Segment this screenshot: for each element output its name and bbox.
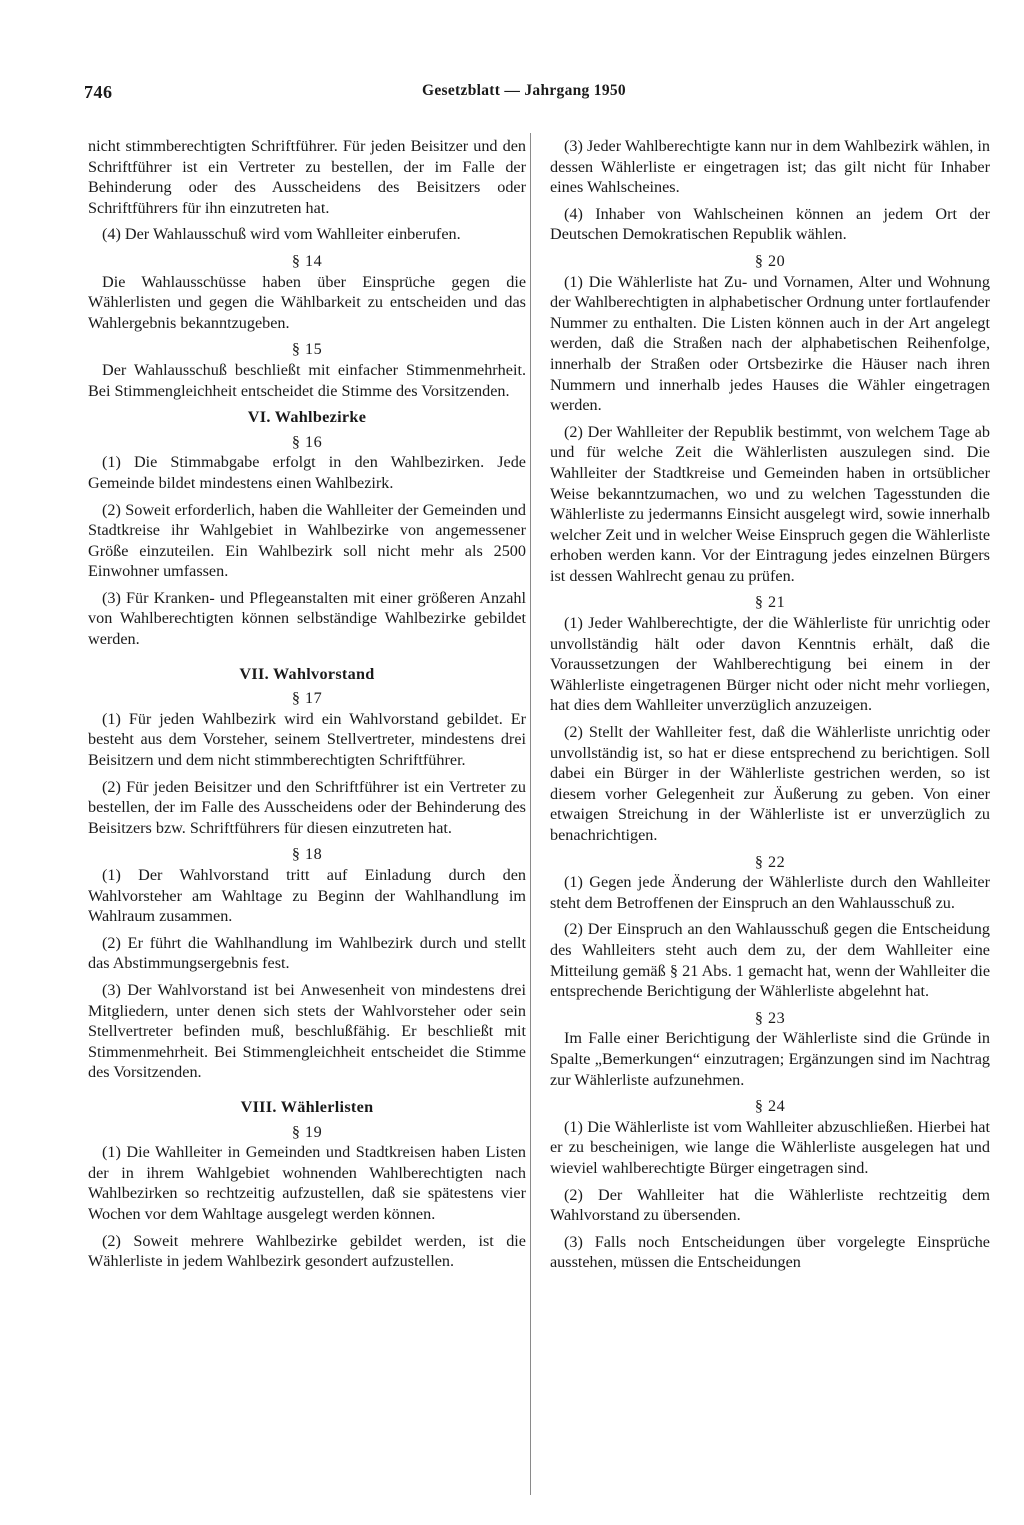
- section-number: § 17: [291, 689, 323, 708]
- running-title: Gesetzblatt — Jahrgang 1950: [422, 82, 626, 99]
- paragraph: (2) Der Wahlleiter hat die Wählerliste rechtzeitig dem Wahlvorstand zu übersenden.: [550, 1185, 990, 1225]
- paragraph: (3) Der Wahlvorstand ist bei Anwesenheit von mindestens drei Mitgliedern, unter denen sich stets der Wahlvorsteher oder sein Stellvertreter befinden muß, beschlußfähig. Er beschließt mit Stimmenmehrheit. Bei Stimmengleichheit entscheidet die Stimme des Vorsitzenden.: [88, 980, 526, 1082]
- paragraph: nicht stimmberechtigten Schriftführer. Für jeden Beisitzer und den Schriftführer ist ein Vertreter zu bestellen, der im Falle der Behinderung oder des Ausscheidens des Beisitzers oder Schriftführers für ihn einzutreten hat.: [88, 137, 526, 217]
- paragraph: (1) Die Wählerliste hat Zu- und Vornamen, Alter und Wohnung der Wahlberechtigten in alphabetischer Ordnung unter fortlaufender Nummer zu enthalten. Die Listen können auch in der Art angelegt werden, daß die Straßen nach der alphabetischen Reihenfolge, innerhalb der Straßen oder Ortsbezirke die Häuser nach ihren Nummern und innerhalb jedes Hauses die Wähler eingetragen werden.: [550, 272, 990, 415]
- paragraph: (4) Der Wahlausschuß wird vom Wahlleiter einberufen.: [102, 225, 461, 244]
- paragraph: (3) Für Kranken- und Pflegeanstalten mit einer größeren Anzahl von Wahlberechtigten können selbständige Wahlbezirke gebildet werden.: [88, 588, 526, 649]
- paragraph: (2) Der Einspruch an den Wahlausschuß gegen die Entscheidung des Wahlleiters steht auch dem zu, der dem Wahlleiter eine Mitteilung gemäß § 21 Abs. 1 gemacht hat, wenn der Wahlleiter die entsprechende Berichtigung der Wählerliste abgelehnt hat.: [550, 920, 990, 1001]
- paragraph: (1) Die Wahlleiter in Gemeinden und Stadtkreisen haben Listen der in ihrem Wahlgebiet wohnenden Wahlberechtigten nach Wahlbezirken so rechtzeitig aufzustellen, daß sie spätestens vier Wochen vor dem Wahltage ausgelegt werden können.: [88, 1143, 526, 1223]
- chapter-heading: VI. Wahlbezirke: [247, 408, 367, 427]
- paragraph: (1) Der Wahlvorstand tritt auf Einladung durch den Wahlvorsteher am Wahltage zu Beginn der Wahlhandlung im Wahlraum zusammen.: [88, 866, 526, 926]
- section-number: § 16: [291, 432, 323, 451]
- paragraph: Die Wahlausschüsse haben über Einsprüche gegen die Wählerlisten und gegen die Wählbarkeit zu entscheiden und das Wahlergebnis bekanntzugeben.: [88, 272, 526, 332]
- column-divider: [530, 133, 531, 1495]
- paragraph: Im Falle einer Berichtigung der Wählerliste sind die Gründe in Spalte „Bemerkungen“ einzutragen; Ergänzungen sind im Nachtrag zur Wählerliste aufzunehmen.: [550, 1029, 990, 1089]
- section-number: § 14: [291, 251, 323, 270]
- paragraph: (2) Stellt der Wahlleiter fest, daß die Wählerliste unrichtig oder unvollständig ist, so hat er diese entsprechend zu berichtigen. Soll dabei ein Bürger in der Wählerliste gestrichen werden, so ist diesem vorher Gelegenheit zur Äußerung zu geben. Von einer etwaigen Streichung in der Wählerliste ist er unverzüglich zu benachrichtigen.: [550, 723, 990, 844]
- section-number: § 21: [754, 593, 786, 612]
- paragraph: (1) Die Stimmabgabe erfolgt in den Wahlbezirken. Jede Gemeinde bildet mindestens einen Wahlbezirk.: [88, 453, 526, 492]
- paragraph: (1) Gegen jede Änderung der Wählerliste durch den Wahlleiter steht dem Betroffenen der Einspruch an den Wahlausschuß zu.: [550, 873, 990, 912]
- section-number: § 19: [291, 1122, 323, 1141]
- section-number: § 20: [754, 251, 786, 270]
- paragraph: (4) Inhaber von Wahlscheinen können an jedem Ort der Deutschen Demokratischen Republik wählen.: [550, 204, 990, 244]
- paragraph: (3) Falls noch Entscheidungen über vorgelegte Einsprüche ausstehen, müssen die Entscheidungen: [550, 1232, 990, 1272]
- section-number: § 24: [754, 1097, 786, 1116]
- section-number: § 15: [291, 340, 323, 359]
- paragraph: (3) Jeder Wahlberechtigte kann nur in dem Wahlbezirk wählen, in dessen Wählerliste er eingetragen ist; das gilt nicht für Inhaber eines Wahlscheines.: [550, 137, 990, 197]
- paragraph: (2) Soweit erforderlich, haben die Wahlleiter der Gemeinden und Stadtkreise ihr Wahlgebiet in Wahlbezirke von angemessener Größe einzuteilen. Ein Wahlbezirk soll nicht mehr als 2500 Einwohner umfassen.: [88, 500, 526, 581]
- page-number: 746: [84, 82, 113, 102]
- chapter-heading: VIII. Wählerlisten: [240, 1097, 374, 1116]
- chapter-heading: VII. Wahlvorstand: [239, 664, 375, 683]
- paragraph: (1) Für jeden Wahlbezirk wird ein Wahlvorstand gebildet. Er besteht aus dem Vorsteher, seinem Stellvertreter, mindestens drei Beisitzern und dem nicht stimmberechtigten Schriftführer.: [88, 709, 526, 770]
- section-number: § 18: [291, 845, 323, 864]
- page-header: [84, 82, 994, 108]
- right-column: [550, 136, 990, 1279]
- paragraph: (2) Er führt die Wahlhandlung im Wahlbezirk durch und stellt das Abstimmungsergebnis fest.: [88, 933, 526, 973]
- paragraph: (2) Soweit mehrere Wahlbezirke gebildet werden, ist die Wählerliste in jedem Wahlbezirk gesondert aufzustellen.: [88, 1231, 526, 1271]
- paragraph: (2) Der Wahlleiter der Republik bestimmt, von welchem Tage ab und für welche Zeit die Wählerlisten auszulegen sind. Die Wahlleiter der Stadtkreise und Gemeinden haben in ortsüblicher Weise bekanntzumachen, wo und zu welchen Tagesstunden die Wählerliste zu jedermanns Einsicht ausgelegt wird, sowie innerhalb welcher Zeit und in welcher Weise Einspruch gegen die Wählerliste erhoben werden kann. Vor der Eintragung jedes einzelnen Bürgers ist dessen Wahlrecht genau zu prüfen.: [550, 422, 990, 585]
- section-number: § 22: [754, 852, 786, 871]
- paragraph: Der Wahlausschuß beschließt mit einfacher Stimmenmehrheit. Bei Stimmengleichheit entscheidet die Stimme des Vorsitzenden.: [88, 360, 526, 400]
- paragraph: (2) Für jeden Beisitzer und den Schriftführer ist ein Vertreter zu bestellen, der im Falle des Ausscheidens oder der Behinderung des Beisitzers bzw. Schriftführers für diesen einzutreten hat.: [88, 777, 526, 837]
- paragraph: (1) Die Wählerliste ist vom Wahlleiter abzuschließen. Hierbei hat er zu bescheinigen, wie lange die Wählerliste ausgelegen hat und wieviel wahlberechtigte Bürger eingetragen sind.: [550, 1117, 990, 1177]
- section-number: § 23: [754, 1008, 786, 1027]
- paragraph: (1) Jeder Wahlberechtigte, der die Wählerliste für unrichtig oder unvollständig hält oder davon Kenntnis erhält, daß die Voraussetzungen der Wahlberechtigung bei einem in der Wählerliste eingetragenen Bürger nicht oder nicht mehr vorliegen, hat dies dem Wahlleiter unverzüglich anzuzeigen.: [550, 614, 990, 715]
- left-column: [88, 136, 526, 1278]
